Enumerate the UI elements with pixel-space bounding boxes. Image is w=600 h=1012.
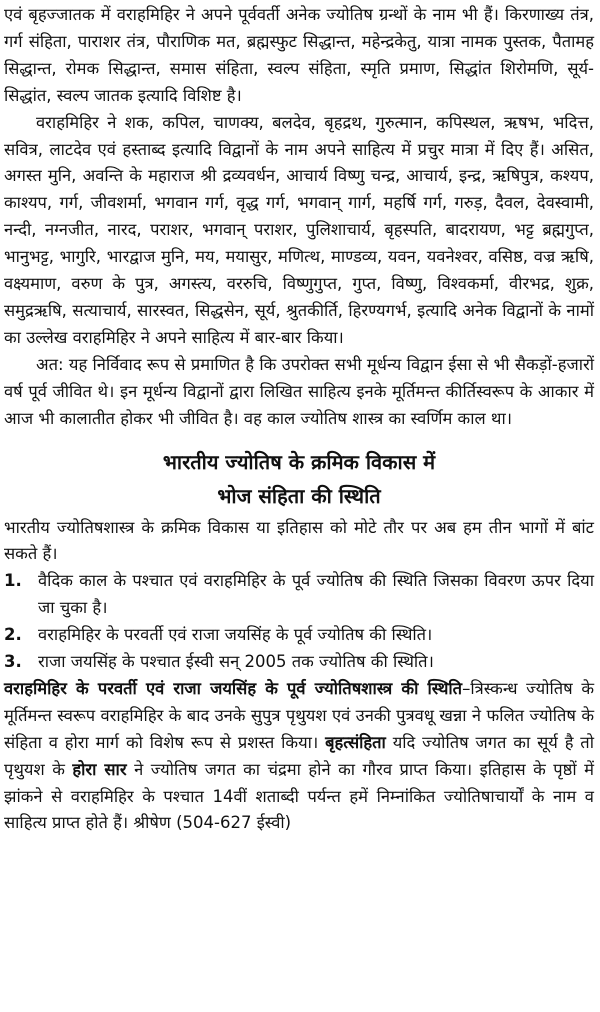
bold-term-hora-saar: होरा सार <box>72 759 127 779</box>
list-item <box>4 568 594 622</box>
list-text: वराहमिहिर के परवर्ती एवं राजा जयसिंह के पूर्व ज्योतिष की स्थिति। <box>38 625 433 645</box>
text-segment: ने ज्योतिष जगत का चंद्रमा होने का गौरव प्राप्त किया। इतिहास के पृष्ठों में झांकने से वराहमिहिर के पश्चात 14वीं शताब्दी पर्यन्त हमें निम्नांकित ज्योतिषाचार्यों के नाम व साहित्य प्राप्त होते हैं। श्रीषेण (504-627 ईस्वी) <box>4 759 594 833</box>
section-heading-line-2: भोज संहिता की स्थिति <box>217 483 381 508</box>
paragraph-source-texts: एवं बृहज्जातक में वराहमिहिर ने अपने पूर्ववर्ती अनेक ज्योतिष ग्रन्थों के नाम भी हैं। किरणाख्य तंत्र, गर्ग संहिता, पाराशर तंत्र, पौराणिक मत, ब्रह्मस्फुट सिद्धान्त, महेन्द्रकेतु, यात्रा नामक पुस्तक, पैतामह सिद्धान्त, रोमक सिद्धान्त, समास संहिता, स्वल्प संहिता, स्मृति प्रमाण, सिद्धांत शिरोमणि, सूर्य-सिद्धांत, स्वल्प जातक इत्यादि विशिष्ट है। <box>4 5 594 105</box>
list-text: वैदिक काल के पश्चात एवं वराहमिहिर के पूर्व ज्योतिष की स्थिति जिसका विवरण ऊपर दिया जा चुका है। <box>38 571 594 618</box>
paragraph-scholars: वराहमिहिर ने शक, कपिल, चाणक्य, बलदेव, बृहद्रथ, गुरुत्मान, कपिस्थल, ऋषभ, भदित्त, सवित्र, लाटदेव एवं हस्ताब्द इत्यादि विद्वानों के नाम अपने साहित्य में प्रचुर मात्रा में दिए हैं। असित, अगस्त मुनि, अवन्ति के महाराज श्री द्रव्यवर्धन, आचार्य विष्णु चन्द्र, आचार्य, इन्द्र, ऋषिपुत्र, कश्यप, काश्यप, गर्ग, जीवशर्मा, भगवान गर्ग, वृद्ध गर्ग, भगवान् गार्ग, महर्षि गर्ग, गरुड़, दैवल, देवस्वामी, नन्दी, नग्नजीत, नारद, पराशर, भगवान् पराशर, पुलिशाचार्य, बृहस्पति, बादरायण, भट्ट ब्रह्मगुप्त, भानुभट्ट, भागुरि, भारद्वाज मुनि, मय, मयासुर, मणित्थ, माण्डव्य, यवन, यवनेश्वर, वसिष्ठ, वज्र ऋषि, वक्ष्यमाण, वरुण के पुत्र, अगस्त्य, वररुचि, विष्णुगुप्त, गुप्त, विष्णु, विश्वकर्मा, वीरभद्र, शुक्र, समुद्रऋषि, सत्याचार्य, सारस्वत, सिद्धसेन, सूर्य, श्रुतकीर्ति, हिरण्यगर्भ, इत्यादि अनेक विद्वानों के नामों का उल्लेख वराहमिहिर ने अपने साहित्य में बार-बार किया। <box>4 112 594 347</box>
text-segment: –त्रिस्कन्ध ज्योतिष के मूर्तिमन्त स्वरूप वराहमिहिर के बाद उनके सुपुत्र पृथुयश एवं उनकी पुत्रवधू खन्ना ने फलित ज्योतिष के संहिता व होरा मार्ग को विशेष रूप से प्रशस्त किया। <box>4 678 594 752</box>
text-segment: यदि ज्योतिष जगत का सूर्य है तो पृथुयश के <box>4 732 594 779</box>
bold-lead-phrase: वराहमिहिर के परवर्ती एवं राजा जयसिंह के पूर्व ज्योतिषशास्त्र की स्थिति <box>4 678 463 698</box>
list-number: 1. <box>4 571 22 591</box>
bold-term-brihatsamhita: बृहत्संहिता <box>325 732 386 752</box>
numbered-list <box>4 568 594 676</box>
paragraph-conclusion: अत: यह निर्विवाद रूप से प्रमाणित है कि उपरोक्त सभी मूर्धन्य विद्वान ईसा से भी सैकड़ों-हजारों वर्ष पूर्व जीवित थे। इन मूर्धन्य विद्वानों द्वारा लिखित साहित्य इनके मूर्तिमन्त कीर्तिस्वरूप के आकार में आज भी कालातीत होकर भी जीवित है। वह काल ज्योतिष शास्त्र का स्वर्णिम काल था। <box>4 354 594 428</box>
list-number: 3. <box>4 652 22 672</box>
list-item <box>4 649 594 676</box>
list-number: 2. <box>4 625 22 645</box>
list-text: राजा जयसिंह के पश्चात ईस्वी सन् 2005 तक ज्योतिष की स्थिति। <box>38 652 434 672</box>
section-heading-line-1: भारतीय ज्योतिष के क्रमिक विकास में <box>162 449 436 474</box>
paragraph-intro: भारतीय ज्योतिषशास्त्र के क्रमिक विकास या इतिहास को मोटे तौर पर अब हम तीन भागों में बांट सकते हैं। <box>4 517 594 564</box>
list-item <box>4 622 594 649</box>
paragraph-later-period <box>4 676 594 837</box>
